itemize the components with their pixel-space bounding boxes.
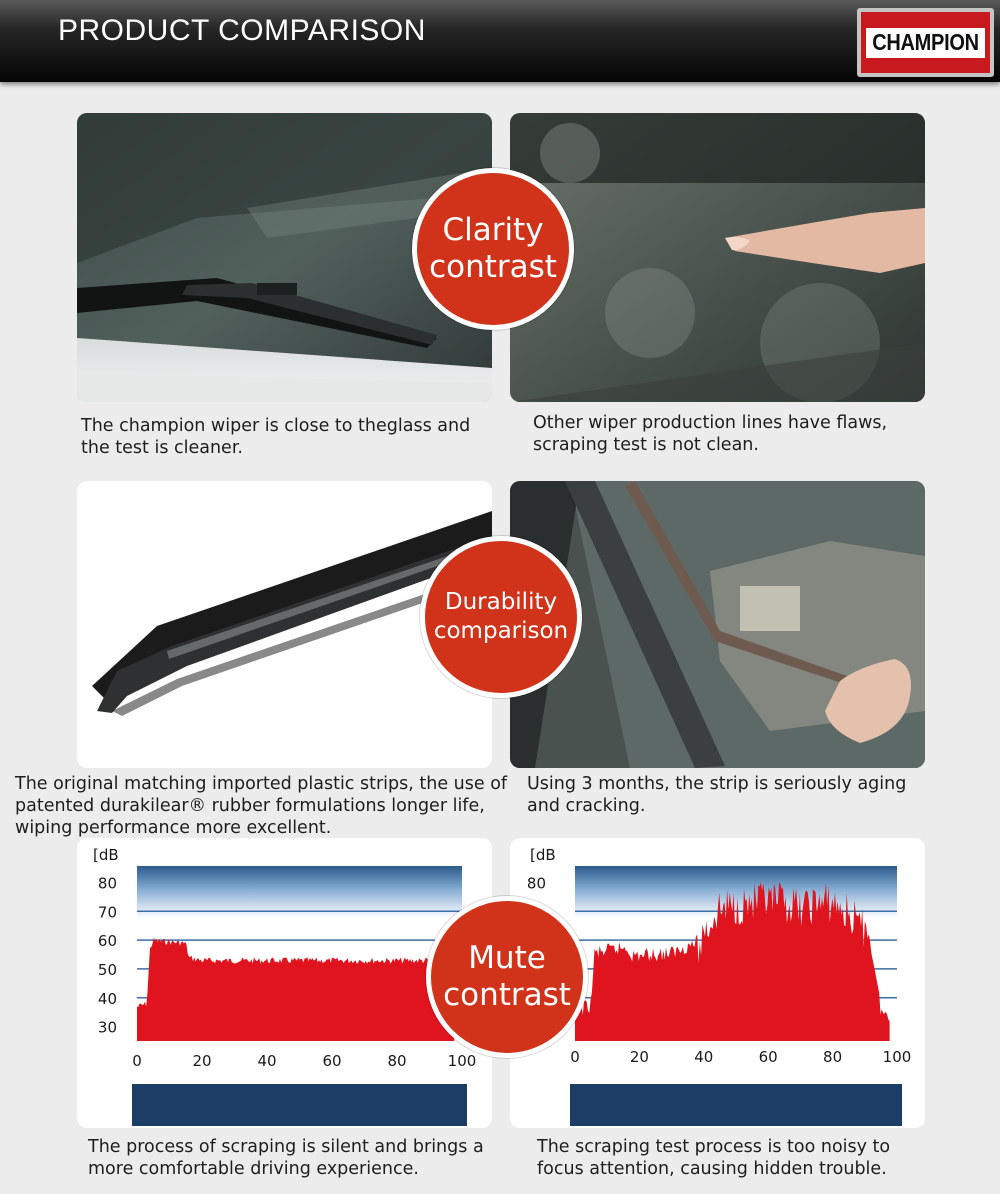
y-tick-label: 30 xyxy=(97,1018,117,1037)
logo-text: CHAMPION xyxy=(872,29,979,56)
x-tick-label: 40 xyxy=(694,1048,714,1066)
champion-logo xyxy=(857,8,994,77)
y-tick-label: 50 xyxy=(97,960,117,979)
mute-contrast-badge xyxy=(426,896,588,1058)
mute-left-caption: The process of scraping is silent and brings a more comfortable driving experience. xyxy=(88,1137,484,1179)
x-tick-label: 0 xyxy=(132,1052,142,1070)
y-axis-label: [dB xyxy=(530,846,556,864)
x-tick-label: 80 xyxy=(823,1048,843,1066)
header-bar xyxy=(0,0,1000,82)
x-tick-label: 20 xyxy=(192,1052,212,1070)
badge-line-2: contrast xyxy=(429,249,557,285)
x-tick-label: 40 xyxy=(257,1052,277,1070)
durability-comparison-badge xyxy=(420,536,582,698)
badge-line-2: comparison xyxy=(433,618,569,644)
x-tick-label: 20 xyxy=(629,1048,649,1066)
page-title: PRODUCT COMPARISON xyxy=(58,14,426,47)
y-tick-label: 40 xyxy=(97,989,117,1008)
y-tick-label: 80 xyxy=(526,874,546,893)
y-tick-label: 60 xyxy=(97,932,117,951)
durability-right-caption: Using 3 months, the strip is seriously aging and cracking. xyxy=(527,774,907,816)
x-tick-label: 80 xyxy=(387,1052,407,1070)
logo-plate xyxy=(866,28,985,58)
chart-bottom-bar xyxy=(570,1084,902,1126)
badge-line-1: Mute xyxy=(468,940,546,976)
badge-line-1: Durability xyxy=(444,589,558,615)
x-tick-label: 0 xyxy=(570,1048,580,1066)
y-tick-label: 80 xyxy=(97,874,117,893)
mute-right-caption: The scraping test process is too noisy to focus attention, causing hidden trouble. xyxy=(537,1137,891,1179)
chart-bottom-bar xyxy=(132,1084,467,1126)
logo-red-frame xyxy=(861,12,990,73)
x-tick-label: 100 xyxy=(882,1048,912,1066)
clarity-right-caption: Other wiper production lines have flaws, scraping test is not clean. xyxy=(533,413,888,455)
x-tick-label: 60 xyxy=(322,1052,342,1070)
y-axis-label: [dB xyxy=(93,846,119,864)
clarity-left-caption: The champion wiper is close to theglass and the test is cleaner. xyxy=(81,416,471,458)
x-tick-label: 100 xyxy=(447,1052,477,1070)
y-tick-label: 70 xyxy=(97,903,117,922)
badge-line-1: Clarity xyxy=(442,212,544,248)
x-tick-label: 60 xyxy=(758,1048,778,1066)
badge-line-2: contrast xyxy=(443,977,571,1013)
clarity-contrast-badge xyxy=(412,168,574,330)
durability-left-caption: The original matching imported plastic strips, the use of patented durakilear® rubber formulations longer life, wiping performance more excellent. xyxy=(15,774,508,838)
